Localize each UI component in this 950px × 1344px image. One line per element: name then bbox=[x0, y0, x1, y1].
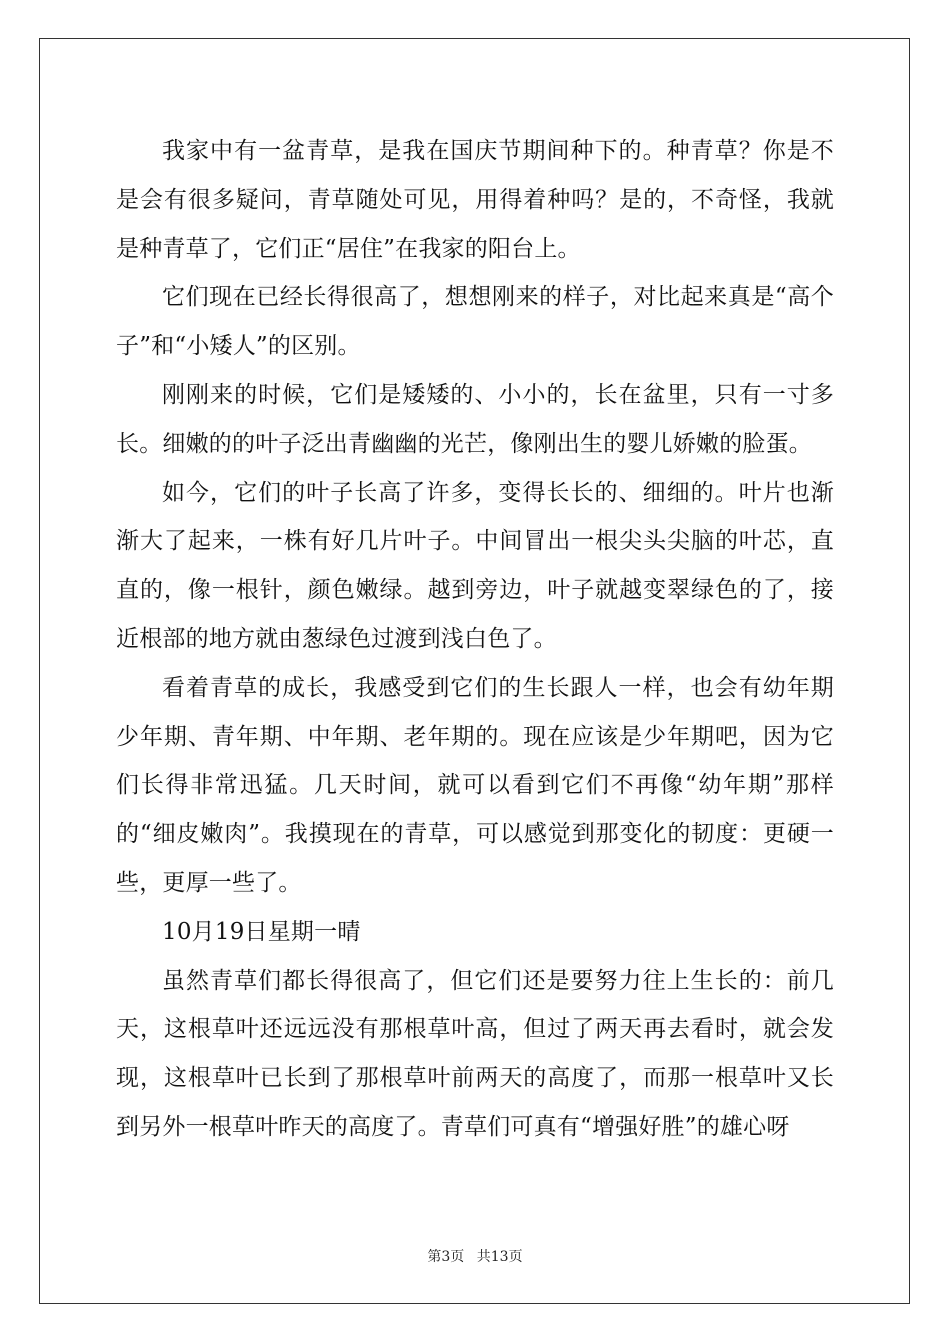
paragraph: 如今，它们的叶子长高了许多，变得长长的、细细的。叶片也渐渐大了起来，一株有好几片叶子。中间冒出一根尖头尖脑的叶芯，直直的，像一根针，颜色嫩绿。越到旁边，叶子就越变翠绿色的了，接近根部的地方就由葱绿色过渡到浅白色了。 bbox=[116, 479, 834, 652]
paragraph: 我家中有一盆青草，是我在国庆节期间种下的。种青草？你是不是会有很多疑问，青草随处可见，用得着种吗？是的，不奇怪，我就是种青草了，它们正“居住”在我家的阳台上。 bbox=[116, 138, 834, 262]
paragraph: 虽然青草们都长得很高了，但它们还是要努力往上生长的：前几天，这根草叶还远远没有那根草叶高，但过了两天再去看时，就会发现，这根草叶已长到了那根草叶前两天的高度了，而那一根草叶又长到另外一根草叶昨天的高度了。青草们可真有“增强好胜”的雄心呀 bbox=[116, 967, 834, 1140]
page-number: 第3页 bbox=[427, 1249, 465, 1265]
paragraph: 看着青草的成长，我感受到它们的生长跟人一样，也会有幼年期少年期、青年期、中年期、老年期的。现在应该是少年期吧，因为它们长得非常迅猛。几天时间，就可以看到它们不再像“幼年期”那样的“细皮嫩肉”。我摸现在的青草，可以感觉到那变化的韧度：更硬一些，更厚一些了。 bbox=[116, 674, 834, 896]
paragraph: 它们现在已经长得很高了，想想刚来的样子，对比起来真是“高个子”和“小矮人”的区别。 bbox=[116, 284, 834, 360]
page-footer bbox=[0, 1246, 950, 1266]
page-total: 共13页 bbox=[476, 1249, 523, 1265]
document-body bbox=[116, 127, 834, 1152]
date-heading: 10月19日星期一晴 bbox=[162, 918, 361, 945]
paragraph: 刚刚来的时候，它们是矮矮的、小小的，长在盆里，只有一寸多长。细嫩的的叶子泛出青幽幽的光芒，像刚出生的婴儿娇嫩的脸蛋。 bbox=[116, 381, 834, 457]
